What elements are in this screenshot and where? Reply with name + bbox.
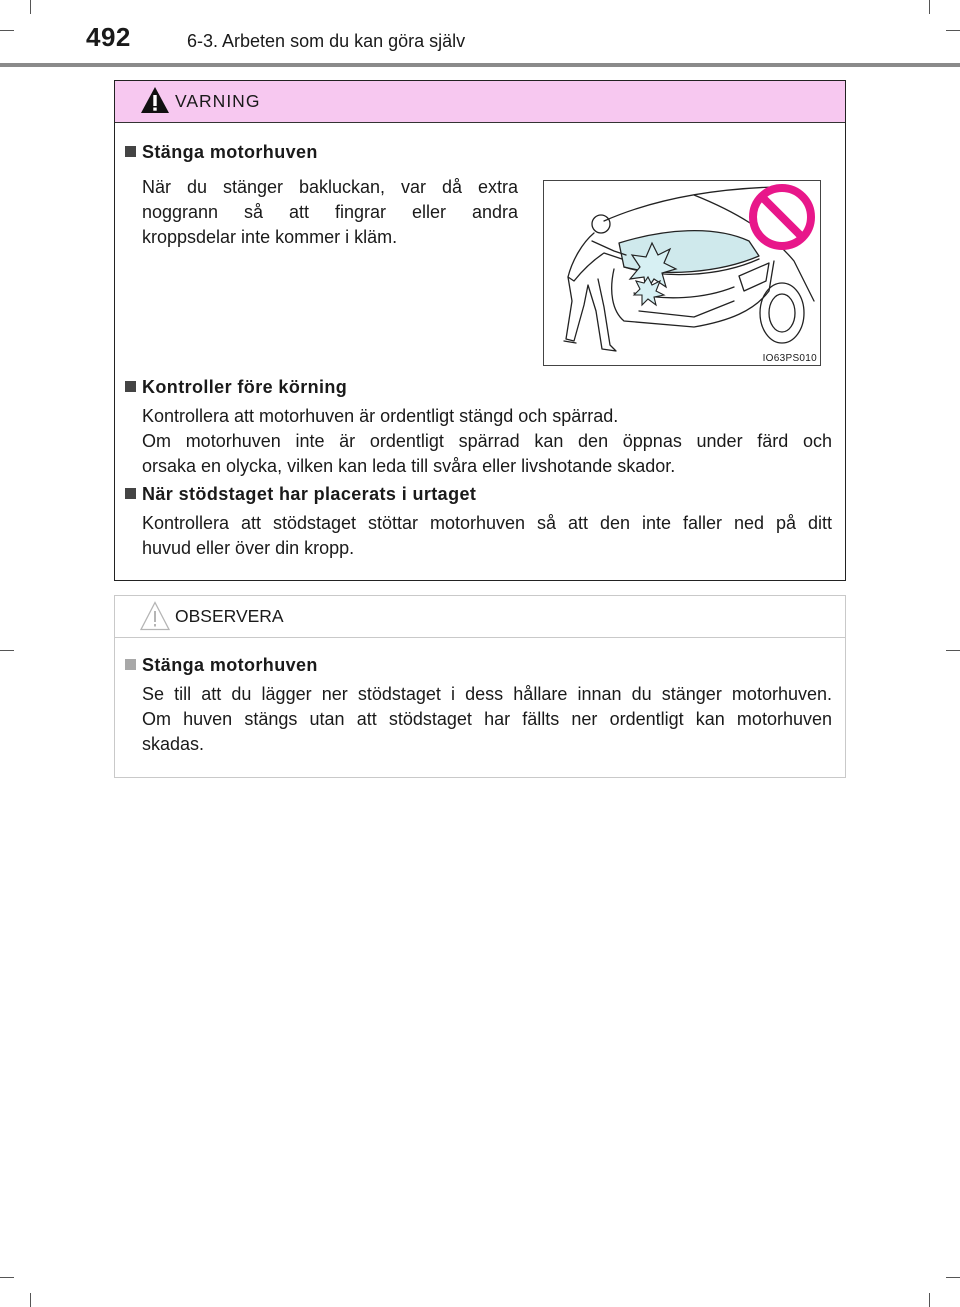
crop-mark [0, 30, 14, 31]
bullet-square-icon [125, 381, 136, 392]
text-line: kroppsdelar inte kommer i kläm. [142, 227, 398, 247]
warning-paragraph [142, 404, 832, 479]
notice-paragraph [142, 682, 832, 757]
section-title: 6-3. Arbeten som du kan göra själv [187, 31, 466, 51]
crop-mark [946, 650, 960, 651]
crop-mark [0, 650, 14, 651]
text-line: Om motorhuven inte är ordentligt spärrad kan den öppnas under färd och [142, 431, 832, 451]
bullet-square-icon [125, 488, 136, 499]
warning-paragraph [142, 175, 518, 250]
text-line: orsaka en olycka, vilken kan leda till svåra eller livshotande skador. [142, 456, 676, 476]
text-line: Kontrollera att stödstaget stöttar motorhuven så att den inte faller ned på ditt [142, 513, 832, 533]
page-number: 492 [86, 22, 131, 52]
text-line: noggrann så att fingrar eller andra [142, 202, 518, 222]
warning-subheading: Stänga motorhuven [125, 142, 318, 163]
bullet-square-icon [125, 659, 136, 670]
car-hood-drawing [544, 181, 820, 365]
prohibition-icon [753, 188, 811, 246]
warning-header [115, 81, 845, 123]
header-rule [0, 63, 960, 67]
notice-header [115, 596, 845, 638]
notice-label: OBSERVERA [175, 606, 284, 626]
caution-triangle-icon [140, 601, 170, 631]
crop-mark [946, 1277, 960, 1278]
text-line: Se till att du lägger ner stödstaget i dess hållare innan du stänger motorhuven. [142, 684, 832, 704]
text-line: Kontrollera att motorhuven är ordentligt stängd och spärrad. [142, 406, 619, 426]
warning-paragraph [142, 511, 832, 561]
crop-mark [30, 1293, 31, 1307]
text-line: Om huven stängs utan att stödstaget har fällts ner ordentligt kan motorhuven [142, 709, 832, 729]
warning-subheading: Kontroller före körning [125, 377, 347, 398]
notice-box [114, 595, 846, 778]
hood-closing-illustration [543, 180, 821, 366]
crop-mark [946, 30, 960, 31]
bullet-square-icon [125, 146, 136, 157]
crop-mark [0, 1277, 14, 1278]
warning-label: VARNING [175, 91, 261, 111]
crop-mark [30, 0, 31, 14]
text-line: När du stänger bakluckan, var då extra [142, 177, 518, 197]
notice-subheading: Stänga motorhuven [125, 655, 318, 676]
warning-triangle-icon [140, 86, 170, 114]
crop-mark [929, 0, 930, 14]
text-line: skadas. [142, 734, 205, 754]
text-line: huvud eller över din kropp. [142, 538, 355, 558]
figure-code: IO63PS010 [762, 353, 817, 364]
warning-subheading: När stödstaget har placerats i urtaget [125, 484, 476, 505]
crop-mark [929, 1293, 930, 1307]
